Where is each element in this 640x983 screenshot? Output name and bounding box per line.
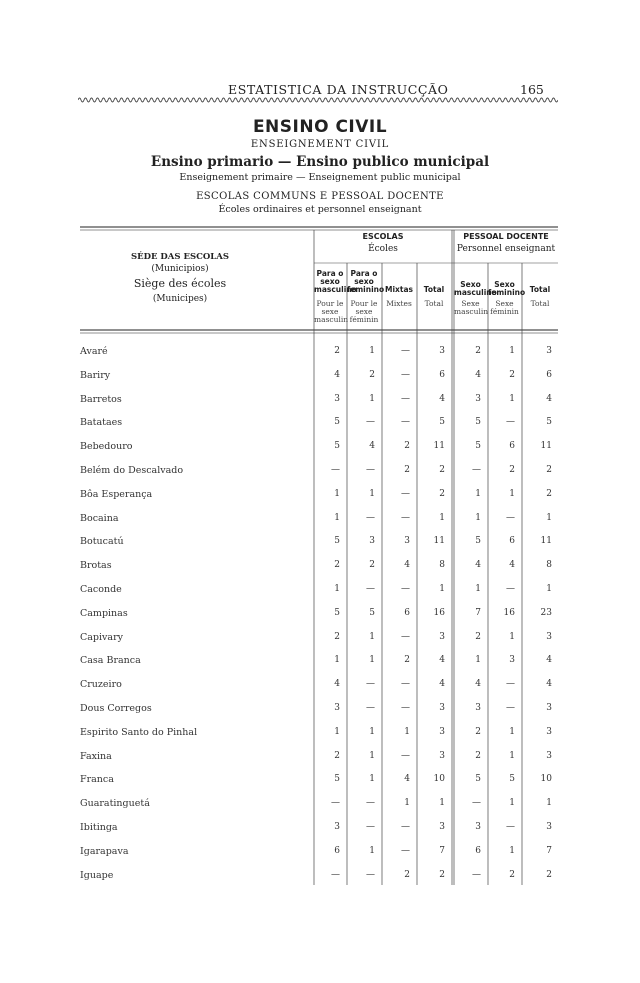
row-municipio: Batataes <box>80 417 123 429</box>
row-value: 5 <box>475 417 481 428</box>
row-municipio: Campinas <box>80 607 128 619</box>
subheader-fr-1 <box>314 299 349 324</box>
subheader-fr-text: sexe <box>321 307 339 316</box>
row-value: 1 <box>546 584 552 594</box>
row-value: 5 <box>334 441 340 452</box>
subheader-text: Total <box>529 285 551 294</box>
row-municipio: Ibitinga <box>80 822 118 833</box>
row-value: 2 <box>546 488 552 499</box>
row-value: 1 <box>334 655 340 666</box>
row-municipio: Brotas <box>80 560 112 572</box>
row-value: 7 <box>546 845 552 856</box>
row-value: 3 <box>475 703 481 713</box>
row-value: 2 <box>439 488 445 499</box>
subheader-text: Para o <box>316 269 344 278</box>
row-value: — <box>472 465 481 475</box>
subheader-text: feminino <box>488 288 526 297</box>
row-municipio: Bebedouro <box>80 441 133 453</box>
row-value: 1 <box>509 488 515 499</box>
row-value: 3 <box>509 655 515 666</box>
row-value: 1 <box>509 845 515 856</box>
row-value: — <box>506 584 515 594</box>
pessoal-header: PESSOAL DOCENTE <box>463 232 549 241</box>
subsection-title-fr: Enseignement primaire — Enseignement public municipal <box>179 172 461 183</box>
row-value: 3 <box>439 703 445 713</box>
row-value: 5 <box>334 607 340 618</box>
row-value: — <box>401 679 410 690</box>
row-value: 1 <box>439 512 445 523</box>
row-municipio: Cruzeiro <box>80 679 122 691</box>
row-value: 3 <box>334 822 340 832</box>
row-value: 6 <box>334 845 340 856</box>
row-value: — <box>331 798 340 809</box>
subheader-text: Total <box>423 285 445 294</box>
row-value: 2 <box>334 346 340 356</box>
subheader-text: masculino <box>314 285 357 294</box>
row-value: 2 <box>404 655 410 666</box>
subheader-fr-text: Sexe <box>495 299 514 308</box>
sede-title: SÉDE DAS ESCOLAS <box>131 252 229 262</box>
row-value: — <box>366 798 375 809</box>
subheader-fr-3 <box>382 300 416 308</box>
row-value: 5 <box>546 417 552 428</box>
subheader-5 <box>454 280 497 297</box>
subheader-text: Mixtas <box>385 285 413 294</box>
row-value: 4 <box>369 441 375 452</box>
row-value: 1 <box>509 393 515 404</box>
row-value: 4 <box>546 679 552 690</box>
row-value: — <box>401 488 410 499</box>
page-number: 165 <box>520 82 544 97</box>
row-municipio: Capivary <box>80 631 123 643</box>
row-value: 3 <box>439 750 445 761</box>
row-value: 5 <box>334 774 340 785</box>
row-value: 1 <box>439 584 445 594</box>
row-value: 1 <box>369 655 375 666</box>
row-value: 4 <box>475 679 481 690</box>
row-value: — <box>401 750 410 761</box>
row-value: 10 <box>433 774 445 785</box>
row-value: 1 <box>475 655 481 666</box>
row-value: — <box>472 869 481 880</box>
subheader-fr-7 <box>522 300 558 308</box>
row-value: — <box>366 512 375 523</box>
row-value: — <box>366 703 375 713</box>
subheader-fr-text: féminin <box>490 307 519 316</box>
row-value: 4 <box>509 560 515 571</box>
row-value: 1 <box>546 798 552 809</box>
row-value: — <box>506 822 515 832</box>
section-title-fr: ENSEIGNEMENT CIVIL <box>250 139 390 150</box>
row-value: — <box>366 679 375 690</box>
row-value: — <box>366 465 375 475</box>
row-value: 1 <box>334 584 340 594</box>
row-value: 3 <box>546 822 552 832</box>
subheader-fr-5 <box>454 300 487 316</box>
row-value: 7 <box>475 607 481 618</box>
row-value: — <box>506 679 515 690</box>
row-value: 1 <box>509 726 515 737</box>
row-municipio: Faxina <box>80 750 112 762</box>
subsection-title: Ensino primario — Ensino publico municipal <box>150 154 490 170</box>
row-value: 3 <box>546 631 552 642</box>
row-municipio: Guaratinguetá <box>80 798 150 810</box>
row-value: 4 <box>334 369 340 380</box>
row-value: 1 <box>509 750 515 761</box>
subheader-1 <box>314 269 357 294</box>
row-value: — <box>401 631 410 642</box>
row-value: 2 <box>546 465 552 475</box>
row-value: 2 <box>334 750 340 761</box>
row-municipio: Barretos <box>80 393 122 405</box>
row-value: 5 <box>369 607 375 618</box>
row-municipio: Dous Corregos <box>80 703 152 714</box>
row-value: 1 <box>475 512 481 523</box>
row-value: 8 <box>546 560 552 571</box>
row-value: — <box>366 584 375 594</box>
row-value: 1 <box>369 346 375 356</box>
row-value: 3 <box>475 393 481 404</box>
subheader-fr-4 <box>417 300 451 308</box>
row-value: 16 <box>433 607 445 618</box>
subheader-fr-text: Pour le <box>316 299 344 308</box>
row-value: 3 <box>546 726 552 737</box>
row-value: 1 <box>475 488 481 499</box>
row-value: 4 <box>546 655 552 666</box>
row-value: — <box>401 346 410 356</box>
row-value: 8 <box>439 560 445 571</box>
row-value: 3 <box>546 750 552 761</box>
row-municipio: Espirito Santo do Pinhal <box>80 726 198 738</box>
subheader-fr-text: Pour le <box>350 299 378 308</box>
row-value: 1 <box>369 750 375 761</box>
row-value: — <box>401 584 410 594</box>
row-value: 1 <box>369 631 375 642</box>
row-value: 1 <box>334 726 340 737</box>
row-value: — <box>366 417 375 428</box>
row-value: 3 <box>439 822 445 832</box>
row-value: 1 <box>404 726 410 737</box>
row-value: 5 <box>509 774 515 785</box>
row-value: 2 <box>509 465 515 475</box>
row-value: 5 <box>334 536 340 547</box>
subheader-text: Sexo <box>460 280 481 289</box>
row-value: — <box>401 845 410 856</box>
row-value: — <box>401 393 410 404</box>
row-value: 6 <box>546 369 552 380</box>
row-value: 4 <box>334 679 340 690</box>
row-value: 1 <box>369 726 375 737</box>
row-municipio: Belém do Descalvado <box>80 465 184 476</box>
escolas-header-fr: Écoles <box>368 244 398 254</box>
row-municipio: Bôa Esperança <box>80 488 153 500</box>
row-municipio: Caconde <box>80 584 122 595</box>
row-value: 1 <box>404 798 410 809</box>
row-value: 5 <box>439 417 445 428</box>
row-municipio: Bariry <box>80 369 111 381</box>
row-value: 6 <box>439 369 445 380</box>
running-title: ESTATISTICA DA INSTRUCÇÃO <box>228 82 449 97</box>
subheader-text: Sexo <box>494 280 515 289</box>
row-value: 1 <box>509 798 515 809</box>
row-value: — <box>472 798 481 809</box>
row-value: 2 <box>404 465 410 475</box>
row-municipio: Franca <box>80 774 114 786</box>
row-value: 4 <box>439 679 445 690</box>
row-value: 11 <box>540 441 552 452</box>
subheader-text: feminino <box>347 285 385 294</box>
row-value: 4 <box>439 655 445 666</box>
row-value: 3 <box>369 536 375 547</box>
row-value: 11 <box>433 441 445 452</box>
row-value: 1 <box>334 512 340 523</box>
row-value: — <box>506 512 515 523</box>
row-value: 1 <box>334 488 340 499</box>
row-value: 4 <box>404 560 410 571</box>
row-value: 3 <box>475 822 481 832</box>
row-value: — <box>401 822 410 832</box>
subheader-fr-text: féminin <box>349 315 379 324</box>
subheader-fr-text: Total <box>424 299 444 308</box>
row-value: 2 <box>404 869 410 880</box>
subheader-fr-text: sexe <box>355 307 373 316</box>
row-value: 3 <box>334 703 340 713</box>
row-value: 2 <box>334 560 340 571</box>
sede-fr: (Municipes) <box>152 294 208 304</box>
row-value: 4 <box>439 393 445 404</box>
sede-fr-title: Siège des écoles <box>133 277 227 290</box>
row-value: 2 <box>369 560 375 571</box>
row-value: 3 <box>439 726 445 737</box>
row-value: 1 <box>546 512 552 523</box>
section-title: ENSINO CIVIL <box>252 117 388 137</box>
subheader-6 <box>488 280 526 297</box>
row-value: 10 <box>540 774 552 785</box>
row-value: 1 <box>509 346 515 356</box>
row-value: 4 <box>404 774 410 785</box>
row-municipio: Igarapava <box>80 845 129 857</box>
row-value: — <box>401 369 410 380</box>
subheader-2 <box>347 269 385 294</box>
row-value: 2 <box>334 631 340 642</box>
row-value: 3 <box>439 631 445 642</box>
subheader-fr-6 <box>488 300 521 316</box>
row-value: 3 <box>439 346 445 356</box>
row-municipio: Casa Branca <box>80 655 141 667</box>
row-value: 3 <box>546 703 552 713</box>
row-value: 1 <box>509 631 515 642</box>
row-value: 1 <box>475 584 481 594</box>
row-value: 1 <box>369 488 375 499</box>
row-value: 4 <box>546 393 552 404</box>
row-value: — <box>401 512 410 523</box>
row-value: 6 <box>509 536 515 547</box>
row-value: — <box>401 703 410 713</box>
row-value: 2 <box>404 441 410 452</box>
row-value: 3 <box>334 393 340 404</box>
subheader-text: Para o <box>350 269 378 278</box>
subheader-text: sexo <box>320 277 340 286</box>
row-value: — <box>506 703 515 713</box>
row-value: 6 <box>509 441 515 452</box>
subheader-fr-text: masculin <box>454 307 489 316</box>
row-value: 3 <box>546 346 552 356</box>
row-value: 5 <box>334 417 340 428</box>
row-value: 2 <box>475 631 481 642</box>
row-value: 2 <box>369 369 375 380</box>
row-value: 5 <box>475 774 481 785</box>
row-value: 2 <box>475 726 481 737</box>
row-value: — <box>331 869 340 880</box>
subheader-3 <box>382 286 416 294</box>
row-value: 16 <box>503 607 515 618</box>
row-value: 3 <box>404 536 410 547</box>
table-title-fr: Écoles ordinaires et personnel enseignant <box>218 204 422 215</box>
subheader-fr-text: masculin <box>314 315 349 324</box>
subheader-fr-text: Mixtes <box>386 299 412 308</box>
row-municipio: Botucatú <box>80 536 124 548</box>
row-value: — <box>331 465 340 475</box>
row-value: — <box>401 417 410 428</box>
row-value: 6 <box>475 845 481 856</box>
subheader-4 <box>417 286 451 294</box>
row-value: 2 <box>475 750 481 761</box>
subheader-text: sexo <box>354 277 374 286</box>
table-title: ESCOLAS COMMUNS E PESSOAL DOCENTE <box>196 191 444 202</box>
row-value: 1 <box>369 774 375 785</box>
subheader-fr-2 <box>347 300 381 324</box>
row-municipio: Avaré <box>80 346 108 357</box>
row-value: — <box>506 417 515 428</box>
row-value: 7 <box>439 845 445 856</box>
row-value: 6 <box>404 607 410 618</box>
subheader-text: masculino <box>454 288 497 297</box>
pessoal-header-fr: Personnel enseignant <box>456 244 556 254</box>
row-value: — <box>366 822 375 832</box>
row-value: 2 <box>509 869 515 880</box>
subheader-7 <box>522 286 558 294</box>
row-value: 2 <box>509 369 515 380</box>
row-value: 5 <box>475 536 481 547</box>
subheader-fr-text: Total <box>530 299 550 308</box>
row-value: 2 <box>546 869 552 880</box>
row-value: 1 <box>439 798 445 809</box>
row-municipio: Iguape <box>80 869 114 881</box>
row-value: 2 <box>439 869 445 880</box>
escolas-header: ESCOLAS <box>362 232 404 241</box>
row-value: 5 <box>475 441 481 452</box>
row-value: 1 <box>369 845 375 856</box>
row-value: 2 <box>475 346 481 356</box>
subheader-fr-text: Sexe <box>461 299 480 308</box>
row-value: 4 <box>475 560 481 571</box>
sede-pt: (Municipios) <box>151 264 209 274</box>
row-value: 1 <box>369 393 375 404</box>
row-value: 23 <box>540 607 552 618</box>
row-municipio: Bocaina <box>80 512 119 524</box>
row-value: — <box>366 869 375 880</box>
row-value: 11 <box>433 536 445 547</box>
row-value: 4 <box>475 369 481 380</box>
row-value: 11 <box>540 536 552 547</box>
row-value: 2 <box>439 465 445 475</box>
